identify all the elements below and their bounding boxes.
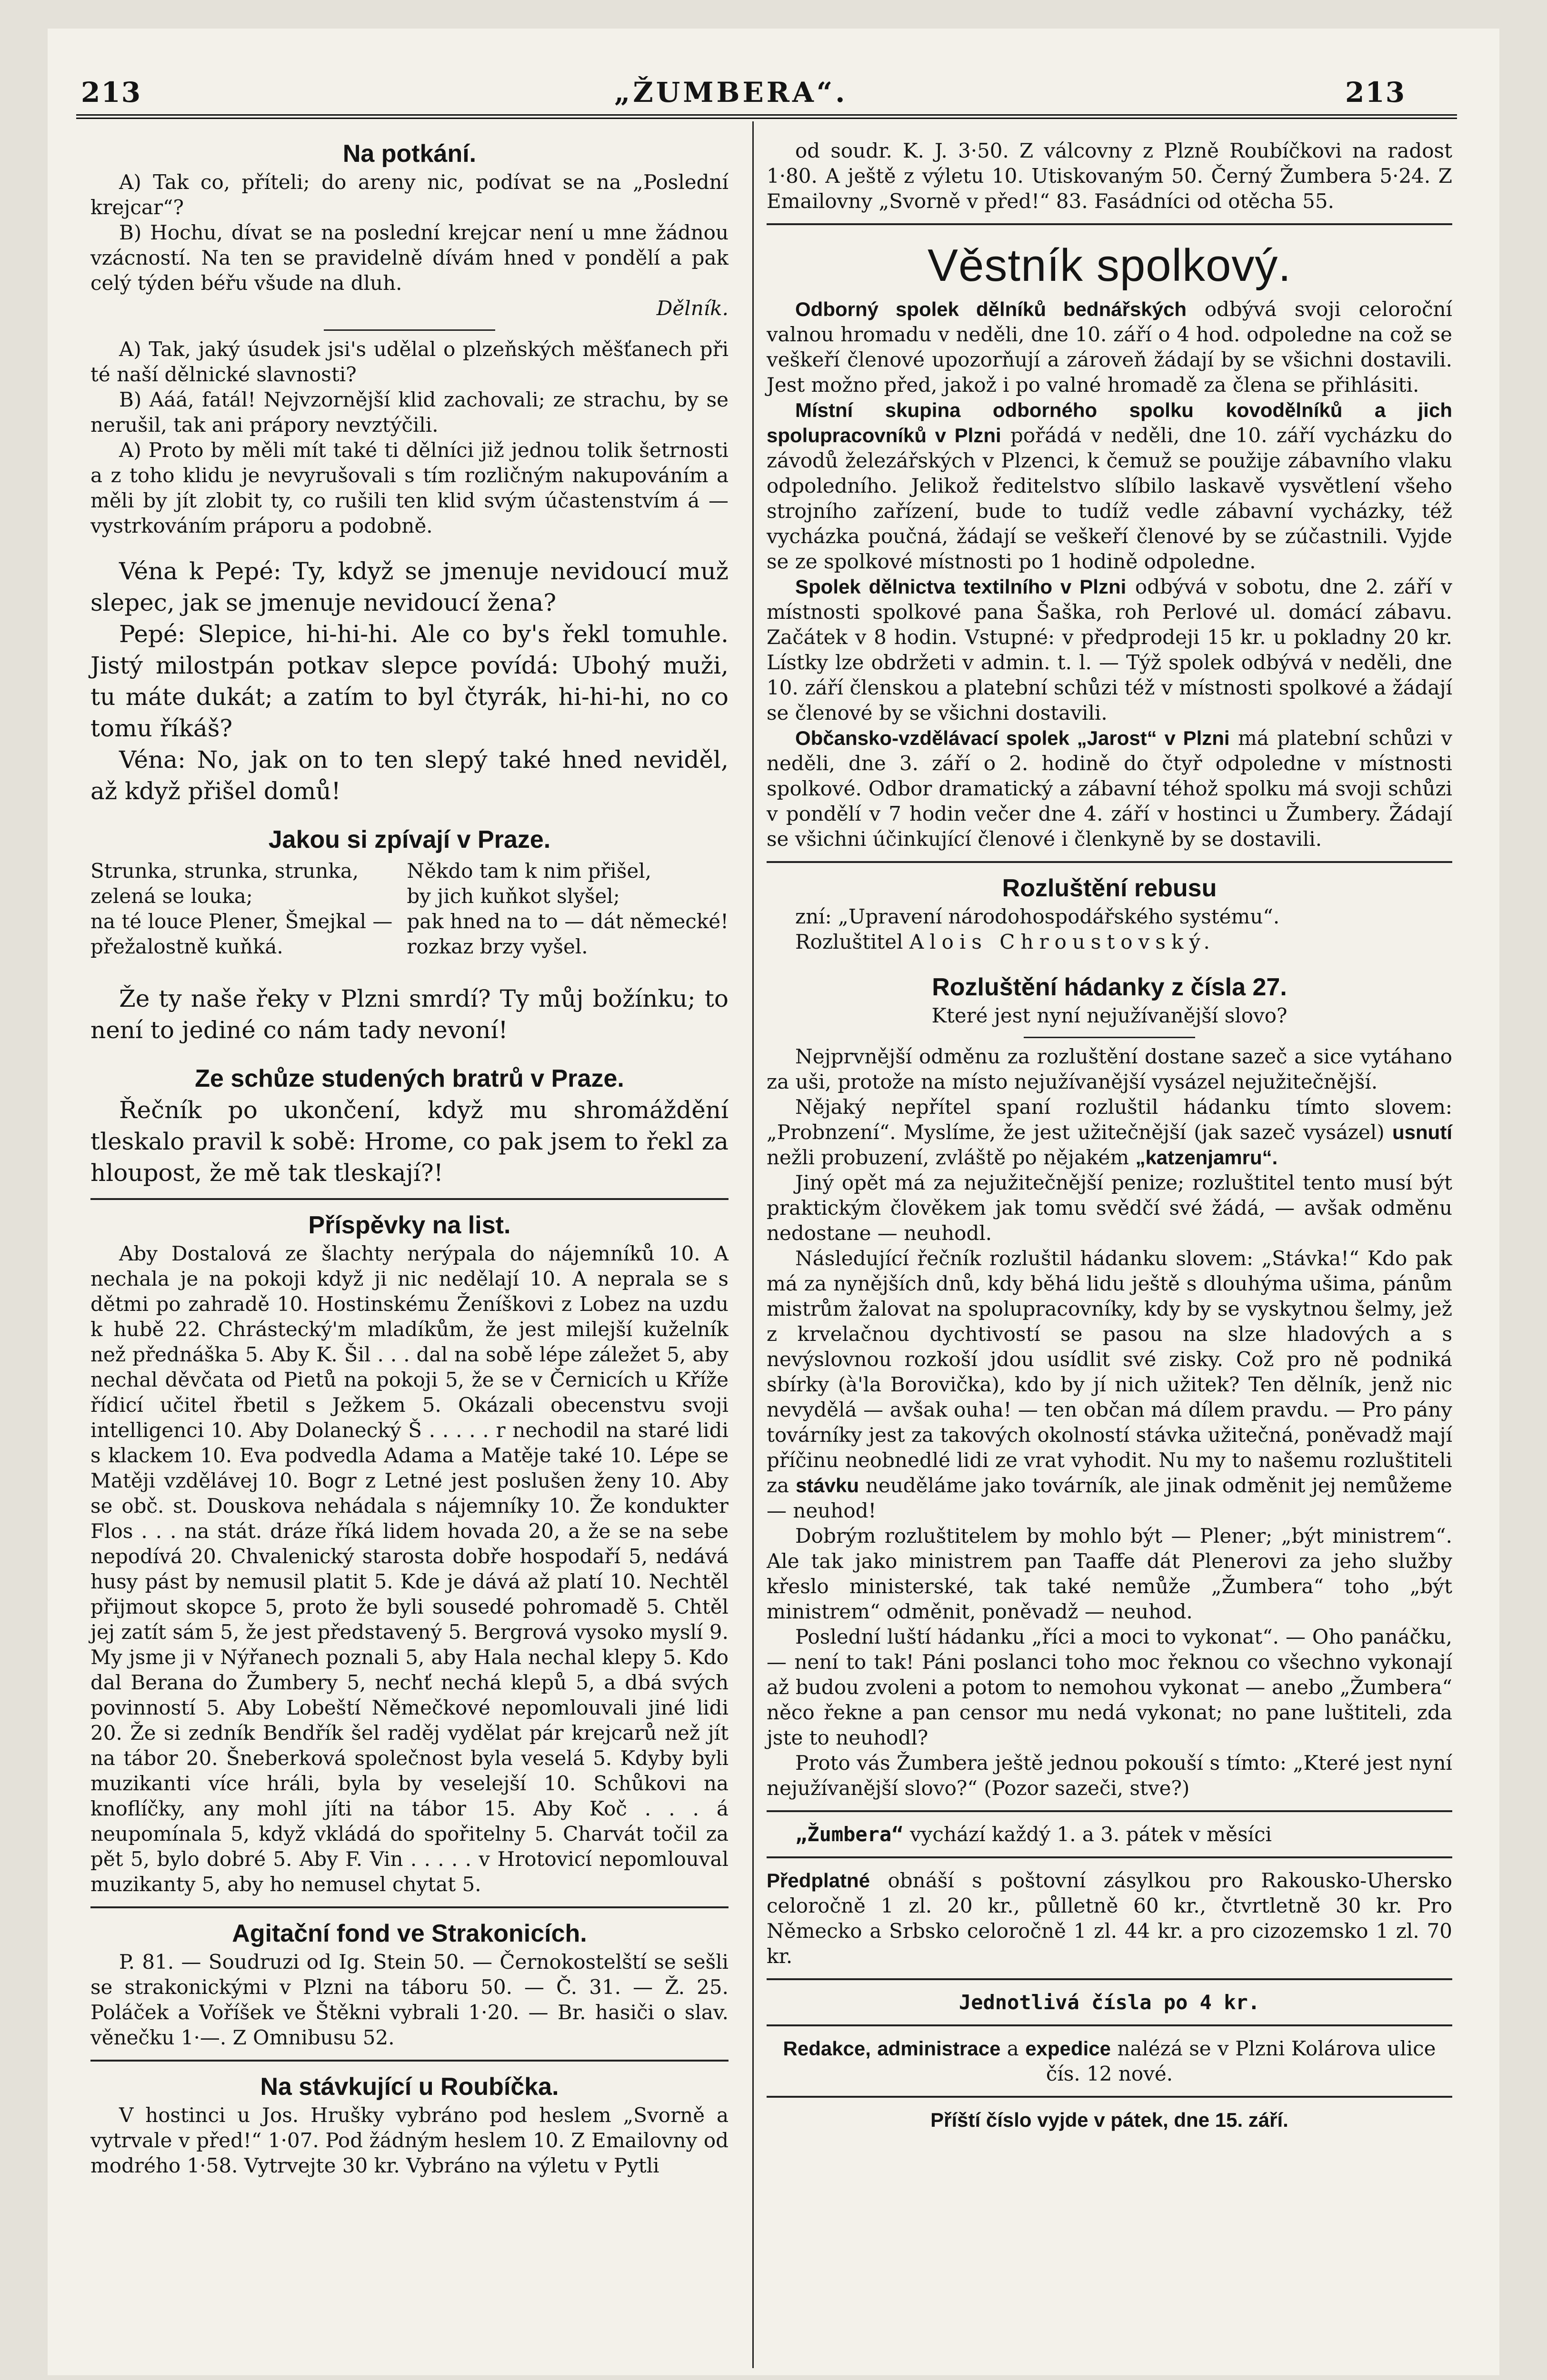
spacer bbox=[90, 538, 729, 555]
paragraph bbox=[767, 1246, 1452, 1523]
emphasis: „katzenjamru“. bbox=[1135, 1146, 1278, 1169]
section-divider bbox=[767, 1856, 1452, 1858]
spacer bbox=[90, 1046, 729, 1063]
section-title-vestnik: Věstník spolkový. bbox=[928, 240, 1291, 291]
administration-label: administrace bbox=[877, 2037, 1001, 2060]
page-number-left: 213 bbox=[81, 76, 142, 109]
solver-name: Alois Chroustovský. bbox=[909, 930, 1216, 953]
poem-line: pak hned na to — dát německé! bbox=[407, 910, 729, 933]
association-name: Občansko-vzdělávací spolek „Jarost“ v Plzni bbox=[795, 727, 1230, 749]
poem-verse bbox=[90, 858, 729, 959]
association-notice bbox=[767, 397, 1452, 574]
column-separator bbox=[752, 121, 754, 2368]
poem-right-stanza bbox=[407, 858, 729, 959]
dialog-paragraph: Véna: No, jak on to ten slepý také hned neviděl, až když přišel domů! bbox=[90, 746, 729, 805]
short-divider bbox=[1024, 1037, 1195, 1038]
section-divider bbox=[90, 1906, 729, 1908]
section-divider bbox=[767, 2096, 1452, 2098]
dialog-paragraph: B) Hochu, dívat se na poslední krejcar není u mne žádnou vzácností. Na ten se pravidelně dívám hned v pondělí a pak celý týden béřu všude na dluh. bbox=[90, 221, 729, 295]
poem-line: rozkaz brzy vyšel. bbox=[407, 935, 588, 958]
text: Nějaký nepřítel spaní rozluštil hádanku tímto slovem: „Probnzení“. Myslíme, že jest užitečnější (jak sazeč vysázel) bbox=[767, 1095, 1452, 1144]
publication-schedule bbox=[767, 1822, 1452, 1847]
subscription-info bbox=[767, 1868, 1452, 1969]
section-divider bbox=[767, 223, 1452, 225]
signature-delnik: Dělník. bbox=[656, 297, 729, 320]
right-column bbox=[767, 138, 1452, 2132]
notice-text: odbývá svoji celoroční valnou hromadu v neděli, dne 10. září o 4 hod. odpoledne na což se veškeří členové upozorňují a zároveň žádají by se všichni dostavili. Jest možno před, jakož i po valné hromadě za člena se přihlásiti. bbox=[767, 298, 1452, 397]
association-name: Odborný spolek dělníků bednářských bbox=[795, 298, 1187, 320]
section-title-hadanka: Rozluštění hádanky z čísla 27. bbox=[932, 973, 1287, 1001]
poem-line: na té louce Plener, Šmejkal — bbox=[90, 910, 393, 933]
spacer bbox=[90, 966, 729, 983]
paragraph: Dobrým rozluštitelem by mohlo být — Plener; „být ministrem“. Ale tak jako ministrem pan Taaffe dát Plenerovi za jeho služby křeslo ministerské, tak také nemůže „Žumbera“ toho „být ministrem“ odměnit, poněvadž — neuhod. bbox=[767, 1524, 1452, 1623]
section-divider bbox=[767, 1810, 1452, 1812]
dialog-paragraph: Pepé: Slepice, hi-hi-hi. Ale co by's řekl tomuhle. Jistý milostpán potkav slepce povídá: Ubohý muži, tu máte dukát; a zatím to byl čtyrák, hi-hi-hi, no co tomu říkáš? bbox=[90, 620, 729, 742]
editorial-address: Redakce, administrace a expedice nalézá se v Plzni Kolárova ulice čís. 12 nové. bbox=[783, 2037, 1436, 2085]
paragraph bbox=[767, 1094, 1452, 1170]
short-divider bbox=[324, 329, 495, 331]
poem-line: Někdo tam k nim přišel, bbox=[407, 859, 652, 883]
contributions-paragraph: Aby Dostalová ze šlachty nerýpala do nájemníků 10. A nechala je na pokoji když ji nic nedělají 10. A neprala se s dětmi po zahradě 10. Hostinskému Ženíškovi z Lobez na uzdu k hubě 22. Chrástecký'm mladíkům, že jest milejší kuželník než přednáška 5. Aby K. Šil . . . dal na sobě lépe záležet 5, aby nechal děvčata od Pietů na pokoji 5, že se v Černicích u Kříže řídicí učitel řbetil s Ježkem 5. Okázali obecenstvu svoji intelligenci 10. Aby Dolanecký Š . . . . . r nechodil na staré lidi s klackem 10. Eva podvedla Adama a Matěje také 10. Lépe se Matěji vzdělávej 10. Bogr z Letné jest poslušen ženy 10. Aby se obč. st. Douskova nehádala s nájemníky 10. Že kondukter Flos . . . na stát. dráze říká lidem hovada 20, a že se na sebe nepodívá 20. Chvalenický starosta dobře hospodaří 5, nedává husy pást by nemusil platit 5. Kde je dává až platí 10. Nechtěl přijmout skopce 5, proto že byli sousedé pohromadě 5. Chtěl jej zatít sám 5, že jest představený 5. Bergrová vysoko myslí 9. My jsme ji v Nýřanech poznali 5, aby Hala nechal klepy 5. Kdo dal Berana do Žumbery 5, nechť nechá klepů 5, a dbá svých povinností 5. Aby Lobeští Němečkové nepomlouvali jiné lidi 20. Že si zedník Bendřík šel raděj vydělat pár krejcarů než jít na tábor 20. Šneberková společnost byla veselá 5. Kdyby byli muzikanti více hráli, byla by veselejší 10. Schůkovi na knoflíčky, any mohl jíti na tábor 15. Aby Koč . . . á neupomínala 5, když vkládá do spořitelny 5. Charvát točil za pět 5, bylo dobré 5. Aby F. Vin . . . . . v Hrotovicí nepomlouval muzikanty 5, aby ho nemusel chytat 5. bbox=[90, 1242, 729, 1896]
spacer bbox=[90, 807, 729, 824]
next-issue-notice: Příští číslo vyjde v pátek, dne 15. září. bbox=[930, 2109, 1288, 2131]
dialog-paragraph: Véna k Pepé: Ty, když se jmenuje nevidoucí muž slepec, jak se jmenuje nevidoucí žena? bbox=[90, 557, 729, 616]
poem-line: zelená se louka; bbox=[90, 884, 253, 908]
section-title-rebus: Rozluštění rebusu bbox=[1002, 874, 1217, 902]
section-title-zpivaji: Jakou si zpívají v Praze. bbox=[268, 826, 551, 853]
emphasis: stávku bbox=[795, 1474, 859, 1497]
riddle-question: Které jest nyní nejužívanější slovo? bbox=[931, 1004, 1288, 1027]
dialog-paragraph: A) Tak, jaký úsudek jsi's udělal o plzeňských měšťanech při té naší dělnické slavnosti? bbox=[90, 337, 729, 386]
paragraph: Nejprvnější odměnu za rozluštění dostane sazeč a sice vytáhano za uši, protože na místo nejužívanější vysázel nejužitečnější. bbox=[767, 1045, 1452, 1093]
section-title-stavkujici: Na stávkující u Roubíčka. bbox=[260, 2073, 559, 2101]
paragraph: zní: „Upravení národohospodářského systému“. bbox=[795, 905, 1280, 928]
paper-name: „Žumbera“ bbox=[795, 1823, 904, 1846]
solver-line bbox=[767, 929, 1452, 954]
section-title-prispevky: Příspěvky na list. bbox=[308, 1211, 511, 1239]
solver-label: Rozluštitel bbox=[795, 930, 903, 953]
editorial-label: Redakce, bbox=[783, 2037, 871, 2060]
spacer bbox=[767, 954, 1452, 972]
header-double-rule bbox=[76, 114, 1457, 119]
left-column bbox=[90, 138, 729, 2178]
notice-text: pořádá v neděli, dne 10. září vycházku do závodů železářských v Plzenci, k čemuž se použije zábavního vlaku odpoledního. Jelikož ředitelstvo slíbilo laskavě vysvětlení všeho strojního zařízení, bude to tudíž vedle zábavní vycházky, též vycházka poučná, žádají se veškeří členové by se zúčastnili. Vyjde se ze spolkové místnosti po 1 hodině odpoledne. bbox=[767, 424, 1453, 573]
poem-left-stanza bbox=[90, 858, 392, 959]
dialog-paragraph: A) Proto by měli mít také ti dělníci již jednou tolik šetrnosti a z toho klidu je nevyrušovali s tím rozličným nakupováním a měli by jít zlobit ty, co rušili ten klid svým účastenstvím á — vystrkováním práporu a podobně. bbox=[90, 438, 729, 537]
paragraph: od soudr. K. J. 3·50. Z válcovny z Plzně Roubíčkovi na radost 1·80. A ještě z výletu 10. Utiskovaným 50. Černý Žumbera 5·24. Z Emailovny „Svorně v před!“ 83. Fasádníci od otěcha 55. bbox=[767, 139, 1452, 213]
notice-text: má platební schůzi v neděli, dne 3. září o 2. hodině do čtyř odpoledne v místnosti spolkové. Odbor dramatický a zábavní téhož spolku má svoji schůzi v pondělí v 7 hodin večer dne 4. září v hostinci u Žumbery. Žádají se všichni účinkující členové i členkyně by se dostavili. bbox=[767, 726, 1452, 851]
association-name: Místní skupina odborného spolku kovodělníků a jich spolupracovníků v Plzni bbox=[767, 399, 1452, 446]
text: nežli probuzení, zvláště po nějakém bbox=[767, 1146, 1129, 1169]
notice-text: odbývá v sobotu, dne 2. září v místnosti spolkové pana Šaška, roh Perlové ul. domácí zábavu. Začátek v 8 hodin. Vstupné: v předprodeji 15 kr. u pokladny 20 kr. Lístky lze obdržeti v admin. t. l. — Týž spolek odbývá v neděli, dne 10. září členskou a platební schůzi též v místnosti spolkové a žádají se členové by se všichni dostavili. bbox=[767, 575, 1453, 724]
association-notice bbox=[767, 297, 1452, 397]
address-text: nalézá se v Plzni Kolárova ulice čís. 12 nové. bbox=[1046, 2037, 1436, 2085]
emphasis: usnutí bbox=[1392, 1121, 1452, 1143]
text: neuděláme jako továrník, ale jinak odměnit jej nemůžeme — neuhod! bbox=[767, 1474, 1453, 1522]
paragraph: Že ty naše řeky v Plzni smrdí? Ty můj božínku; to není to jediné co nám tady nevoní! bbox=[90, 985, 729, 1044]
section-title-schuze: Ze schůze studených bratrů v Praze. bbox=[195, 1065, 624, 1092]
schedule-text: vychází každý 1. a 3. pátek v měsíci bbox=[909, 1823, 1272, 1846]
association-notice bbox=[767, 574, 1452, 725]
association-name: Spolek dělnictva textilního v Plzni bbox=[795, 575, 1127, 598]
section-title-agitacni-fond: Agitační fond ve Strakonicích. bbox=[232, 1920, 587, 1947]
paragraph: Jiný opět má za nejužitečnější penize; rozluštitel tento musí být praktickým člověkem jak tomu svědčí své žádá, — avšak odměnu nedostane — neuhodl. bbox=[767, 1171, 1452, 1245]
paragraph: Poslední luští hádanku „říci a moci to vykonat“. — Oho panáčku, — není to tak! Páni poslanci toho moc řeknou co všechno vykonají až budou zvoleni a potom to nemohou vykonat — anebo „Žumbera“ něco řekne a pan censor mu nedá vykonat; no pane luštiteli, zda jste to neuhodl? bbox=[767, 1625, 1452, 1749]
poem-line: přežalostně kuňká. bbox=[90, 935, 283, 958]
paragraph: P. 81. — Soudruzi od Ig. Stein 50. — Černokostelští se sešli se strakonickými v Plzni na táboru 50. — Č. 31. — Ž. 25. Poláček a Voříšek ve Štěkni vybrali 1·20. — Br. hasiči o slav. věnečku 1·—. Z Omnibusu 52. bbox=[90, 1950, 729, 2049]
dialog-paragraph: A) Tak co, příteli; do areny nic, podívat se na „Poslední krejcar“? bbox=[90, 170, 729, 219]
single-issue-price: Jednotlivá čísla po 4 kr. bbox=[958, 1991, 1260, 2014]
paragraph: V hostinci u Jos. Hrušky vybráno pod heslem „Svorně a vytrvale v před!“ 1·07. Pod žádným heslem 10. Z Emailovny od modrého 1·58. Vytrvejte 30 kr. Vybráno na výletu v Pytli bbox=[90, 2103, 729, 2177]
section-divider bbox=[90, 1198, 729, 1200]
paragraph: Řečník po ukončení, když mu shromáždění tleskalo pravil k sobě: Hrome, co pak jsem to řekl za hloupost, že mě tak tleskají?! bbox=[90, 1096, 729, 1187]
association-notice bbox=[767, 725, 1452, 852]
paragraph: Proto vás Žumbera ještě jednou pokouší s tímto: „Které jest nyní nejužívanější slovo?“ (Pozor sazeči, stve?) bbox=[767, 1751, 1452, 1800]
section-title-na-potkani: Na potkání. bbox=[342, 140, 477, 168]
section-divider bbox=[767, 861, 1452, 863]
poem-line: Strunka, strunka, strunka, bbox=[90, 859, 359, 883]
section-divider bbox=[90, 2060, 729, 2062]
dialog-paragraph: B) Aáá, fatál! Nejvzornější klid zachovali; ze strachu, by se nerušil, tak ani prápory nevztýčili. bbox=[90, 388, 729, 436]
page-number-right: 213 bbox=[1345, 76, 1406, 109]
section-divider bbox=[767, 2024, 1452, 2026]
section-divider bbox=[767, 1978, 1452, 1980]
subscription-text: obnáší s poštovní zásylkou pro Rakousko-Uhersko celoročně 1 zl. 20 kr., půlletně 60 kr., čtvrtletně 30 kr. Pro Německo a Srbsko celoročně 1 zl. 44 kr. a pro cizozemsko 1 zl. 70 kr. bbox=[767, 1869, 1452, 1968]
subscription-label: Předplatné bbox=[767, 1869, 870, 1892]
masthead-title: „ŽUMBERA“. bbox=[614, 76, 848, 109]
text: Následující řečník rozluštil hádanku slovem: „Stávka!“ Kdo pak má za nynějších dnů, kdy běhá lidu ještě s dlouhýma ušima, pánům mistrům žalovat na spolupracovníky, kdy by se vyskytnou šelmy, jež z krvelačnou dychtivostí se pasou na slze hladových a s nevýslovnou rozkoší jdou usídlit své zisky. Což pro ně podniká sbírky (à'la Borovička), kdo by jí nich užitek? Ten dělník, jenž nic nevydělá — avšak ouha! — ten občan má dílem pravdu. — Pro pány továrníky jest za takových okolností stávka užitečná, poněvadž mají příčinu neobnedlé lidi ze vrat vyhodit. Nu my to našemu rozluštiteli za bbox=[767, 1247, 1452, 1497]
expedition-label: expedice bbox=[1025, 2037, 1111, 2060]
poem-line: by jich kuňkot slyšel; bbox=[407, 884, 620, 908]
